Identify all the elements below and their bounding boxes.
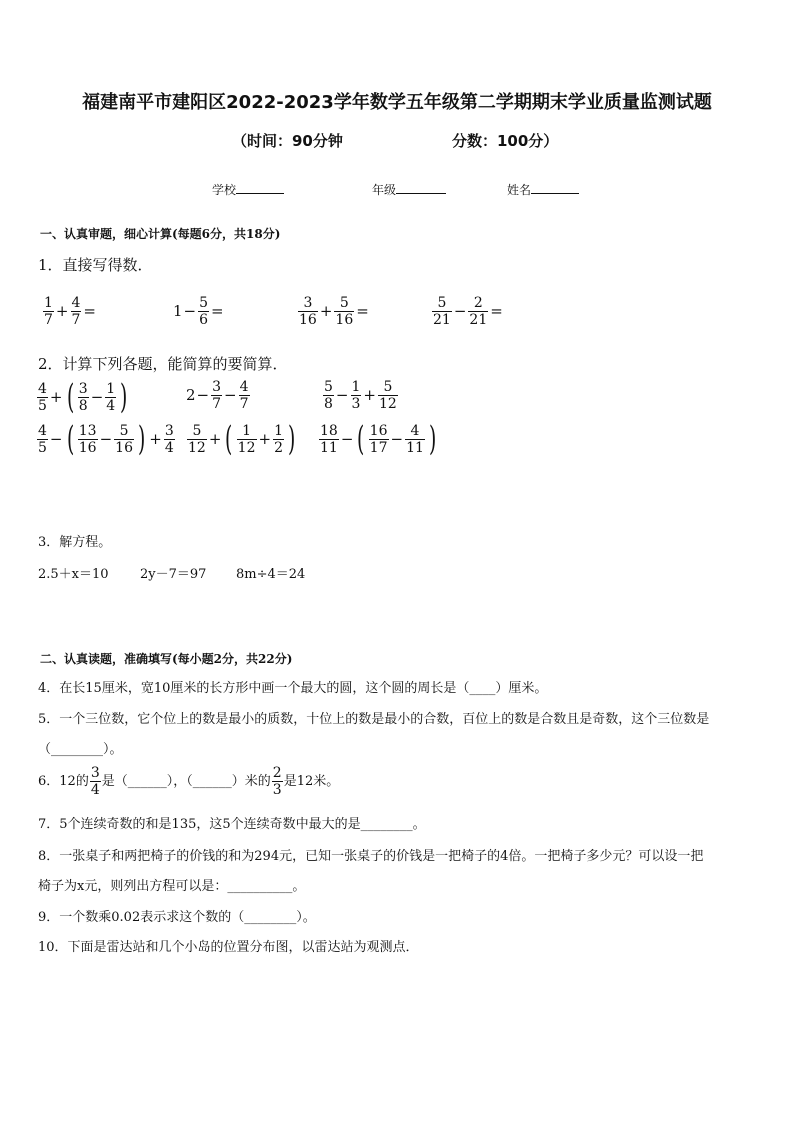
fraction: $\frac{3}{8}$ bbox=[78, 380, 88, 414]
fraction: $\frac{1}{2}$ bbox=[274, 422, 283, 456]
fraction: $\frac{2}{21}$ bbox=[469, 295, 488, 328]
grade-blank bbox=[396, 193, 446, 194]
question-4: 4．在长15厘米，宽10厘米的长方形中画一个最大的圆，这个圆的周长是（____）厘米。 bbox=[38, 681, 548, 696]
q2-expr-4: $\frac{4}{5}$ − ( $\frac{13}{16}$ − $\frac{5}{16}$ ) + $\frac{3}{4}$ bbox=[38, 419, 174, 459]
fraction: $\frac{5}{21}$ bbox=[433, 295, 451, 328]
equation-3: 8m÷4＝24 bbox=[236, 567, 306, 582]
question-10: 10．下面是雷达站和几个小岛的位置分布图，以雷达站为观测点． bbox=[38, 940, 419, 955]
fraction: $\frac{13}{16}$ bbox=[78, 422, 97, 456]
school-label: 学校 bbox=[212, 183, 237, 197]
fraction: $\frac{5}{16}$ bbox=[115, 422, 133, 456]
fraction: $\frac{4}{7}$ bbox=[239, 379, 249, 412]
fraction: $\frac{18}{11}$ bbox=[320, 422, 338, 456]
fraction: $\frac{5}{6}$ bbox=[199, 295, 209, 328]
fraction: $\frac{1}{7}$ bbox=[44, 295, 53, 328]
grade-field bbox=[372, 181, 446, 198]
q2-expr-5: $\frac{5}{12}$ + ( $\frac{1}{12}$ + $\frac{1}{2}$ ) bbox=[188, 419, 296, 459]
fraction: $\frac{1}{12}$ bbox=[237, 422, 256, 456]
fraction: $\frac{2}{3}$ bbox=[272, 765, 282, 798]
fraction: $\frac{5}{8}$ bbox=[324, 379, 333, 412]
question-6: 6．12的 $\frac{3}{4}$ 是（______），（______）米的 $\frac{2}{3}$ 是12米。 bbox=[38, 765, 340, 798]
school-blank bbox=[236, 193, 284, 194]
question-8-line-2: 椅子为x元，则列出方程可以是：__________。 bbox=[38, 879, 306, 894]
page-title: 福建南平市建阳区2022-2023学年数学五年级第二学期期末学业质量监测试题 bbox=[82, 92, 712, 113]
question-3: 3．解方程。 bbox=[38, 535, 112, 550]
equation-2: 2y－7＝97 bbox=[140, 567, 207, 582]
fraction: $\frac{1}{4}$ bbox=[106, 380, 116, 414]
q1-expr-1: $\frac{1}{7}$ + $\frac{4}{7}$ = bbox=[44, 295, 96, 328]
question-1: 1．直接写得数． bbox=[38, 256, 153, 274]
school-field bbox=[212, 181, 284, 198]
score-label: 分数：100分） bbox=[452, 132, 559, 150]
equation-1: 2.5＋x＝10 bbox=[38, 567, 109, 582]
fraction: $\frac{16}{17}$ bbox=[369, 422, 388, 456]
question-2: 2．计算下列各题，能简算的要简算． bbox=[38, 355, 288, 373]
fraction: $\frac{4}{7}$ bbox=[71, 295, 81, 328]
name-field bbox=[507, 181, 579, 198]
question-5-line-2: （________）。 bbox=[38, 742, 123, 757]
q1-expr-2: 1 − $\frac{5}{6}$ = bbox=[173, 295, 224, 328]
name-label: 姓名 bbox=[507, 183, 532, 197]
fraction: $\frac{5}{16}$ bbox=[335, 295, 354, 328]
question-5-line-1: 5．一个三位数，它个位上的数是最小的质数，十位上的数是最小的合数，百位上的数是合数且是奇数，这个三位数是 bbox=[38, 712, 710, 727]
fraction: $\frac{3}{4}$ bbox=[164, 422, 174, 456]
question-8-line-1: 8．一张桌子和两把椅子的价钱的和为294元，已知一张桌子的价钱是一把椅子的4倍。一把椅子多少元？可以设一把 bbox=[38, 849, 704, 864]
q1-expr-3: $\frac{3}{16}$ + $\frac{5}{16}$ = bbox=[299, 295, 369, 328]
fraction: $\frac{4}{11}$ bbox=[406, 422, 424, 456]
fraction: $\frac{3}{4}$ bbox=[90, 765, 100, 798]
question-7: 7．5个连续奇数的和是135，这5个连续奇数中最大的是________。 bbox=[38, 817, 426, 832]
fraction: $\frac{3}{16}$ bbox=[299, 295, 317, 328]
fraction: $\frac{4}{5}$ bbox=[38, 422, 47, 456]
question-9: 9．一个数乘0.02表示求这个数的（________）。 bbox=[38, 910, 316, 925]
q2-expr-1: $\frac{4}{5}$ + ( $\frac{3}{8}$ − $\frac{1}{4}$ ) bbox=[38, 377, 128, 417]
q1-expr-4: $\frac{5}{21}$ − $\frac{2}{21}$ = bbox=[433, 295, 503, 328]
fraction: $\frac{5}{12}$ bbox=[379, 379, 397, 412]
time-label: （时间：90分钟 bbox=[232, 132, 343, 150]
fraction: $\frac{5}{12}$ bbox=[188, 422, 206, 456]
fraction: $\frac{1}{3}$ bbox=[351, 379, 361, 412]
q2-expr-2: 2 − $\frac{3}{7}$ − $\frac{4}{7}$ bbox=[186, 379, 249, 412]
q2-expr-6: $\frac{18}{11}$ − ( $\frac{16}{17}$ − $\frac{4}{11}$ ) bbox=[320, 419, 437, 459]
name-blank bbox=[531, 193, 579, 194]
fraction: $\frac{3}{7}$ bbox=[212, 379, 222, 412]
grade-label: 年级 bbox=[372, 183, 397, 197]
section-1-heading: 一、认真审题，细心计算(每题6分，共18分) bbox=[40, 227, 281, 241]
section-2-heading: 二、认真读题，准确填写(每小题2分，共22分) bbox=[40, 652, 293, 666]
fraction: $\frac{4}{5}$ bbox=[38, 380, 47, 414]
q2-expr-3: $\frac{5}{8}$ − $\frac{1}{3}$ + $\frac{5}{12}$ bbox=[324, 379, 397, 412]
